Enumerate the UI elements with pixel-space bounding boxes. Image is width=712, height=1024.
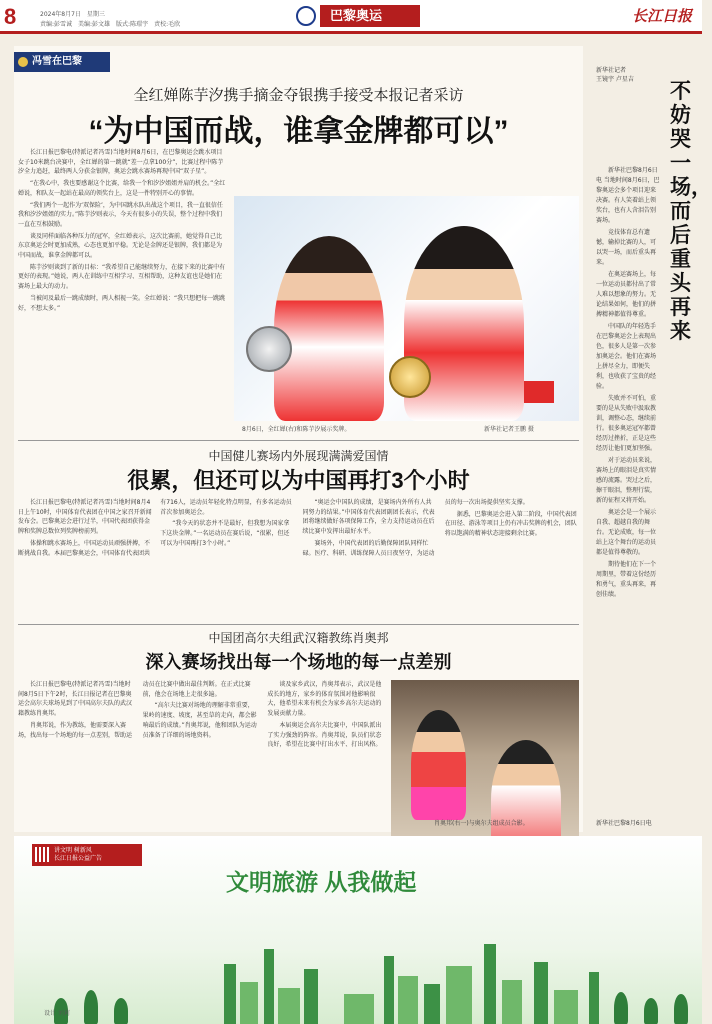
ad-title: 文明旅游 从我做起 — [226, 869, 417, 895]
public-service-ad — [14, 836, 702, 1024]
story2-headline: 很累，但还可以为中国再打3个小时 — [127, 468, 470, 493]
paragraph: 谈及同样面临各种压力的冠军，全红婵表示，这次比赛前，她觉得自己比东京奥运会时更加成熟，心态也更加平稳。无论是金牌还是银牌，我们都是为中国而战，谁拿金牌都可以。 — [18, 232, 223, 260]
qr-code-icon — [35, 847, 50, 862]
column-tag-icon — [18, 57, 28, 67]
column-tag — [14, 52, 110, 72]
golfer-figure — [411, 710, 466, 820]
ad-design-credit: 设计 刘莉 — [44, 1010, 70, 1017]
sidebar-title: 不妨哭一场，而后重头再来 — [670, 80, 712, 343]
paragraph: “高尔夫比赛对场地的理解非常重要，果岭的速度、坡度，甚至草的走向，都会影响最后的成绩。”肖奥邦说，他和团队为运动员准备了详细的场地资料。 — [142, 702, 257, 739]
divider — [18, 624, 579, 625]
silver-medal-icon — [246, 326, 292, 372]
main-articles — [14, 46, 583, 832]
paragraph: 失败并不可怕，重要的是从失败中汲取教训，调整心态，继续前行。很多奥运冠军都曾经历过挫折，正是这些经历让他们更加坚强。 — [596, 395, 657, 452]
issue-date: 2024年8月7日 星期三 — [40, 11, 105, 18]
column-tag-label: 冯雪在巴黎 — [32, 56, 82, 67]
ad-header — [32, 844, 142, 866]
editor-credits: 责编:彭雪诚 美编:彭文雄 版式:陈璟宇 责校:毛欣 — [40, 21, 181, 28]
story1-headline: “为中国而战，谁拿金牌都可以” — [88, 115, 509, 148]
paragraph: 当被问及最后一跳成绩时，两人相视一笑。全红婵说：“我只想把每一跳跳好，不想太多。” — [18, 294, 226, 312]
newspaper-brand: 长江日报 — [631, 9, 692, 25]
athlete-figure — [274, 236, 384, 421]
paragraph: 赛场外，中国代表团的后勤保障团队同样忙碌。医疗、科研、训练保障人员日夜坚守，为运动员的每一次出场提供坚实支撑。 — [302, 499, 529, 557]
byline-line: 新华社记者 — [596, 67, 627, 74]
paragraph: 在奥运赛场上，每一位运动员都付出了常人难以想象的努力。无论结果如何，他们的拼搏精神都值得尊重。 — [596, 271, 657, 318]
gold-medal-icon — [389, 356, 431, 398]
paragraph: 肖奥邦说，作为教练，他需要深入赛场，找出每一个场地的每一点差别，帮助运动员在比赛中做出最佳判断。在正式比赛前，他会在场地上走很多遍。 — [18, 681, 251, 739]
story3-kicker: 中国团高尔夫组武汉籍教练肖奥邦 — [208, 631, 389, 645]
paragraph: 对于运动员来说，赛场上的眼泪是真实情感的流露。哭过之后，擦干眼泪，整理行装，新的征程又将开始。 — [596, 457, 657, 504]
paragraph: 新华社巴黎8月6日电 当地时间8月6日，巴黎奥运会多个项目迎来决赛。有人笑着站上领奖台，也有人含泪告别赛场。 — [596, 167, 660, 224]
section-label: 巴黎奥运 — [320, 5, 420, 27]
sidebar-signature: 新华社巴黎8月6日电 — [596, 820, 652, 827]
story2-body — [18, 498, 579, 622]
paragraph: 长江日报巴黎电(特派记者冯雪)当地时间8月6日，在巴黎奥运会跳水项目女子10米跳台决赛中，全红婵的第一跳就“差一点拿100分”，比赛过程中陈芋汐全力追赶，最终两人分获金银牌，奥运会跳水赛场再现中国“双子星”。 — [18, 149, 224, 176]
paragraph: 长江日报巴黎电(特派记者冯雪)当地时间8月5日下午2时，长江日报记者在巴黎奥运会高尔夫球场见到了中国高尔夫队的武汉籍教练肖奥邦。 — [18, 681, 133, 718]
paragraph: 竞技体育总有遗憾，输掉比赛的人，可以哭一场，而后重头再来。 — [596, 229, 657, 266]
sidebar-commentary — [590, 46, 712, 832]
olympics-logo-icon — [296, 6, 316, 26]
paragraph: “我们两个一起作为‘双保险’，为中国跳水队出战这个项目，我一直很信任我和汐汐姐姐的实力。”陈芋汐则表示，今天有很多小的失误，整个过程中我们一直在互相鼓励。 — [18, 201, 223, 228]
page-header — [0, 0, 702, 34]
story1-photo-credit: 新华社记者王鹏 摄 — [484, 426, 534, 433]
paragraph: 本届奥运会高尔夫比赛中，中国队派出了实力强劲的阵容。肖奥邦说，队员们状态良好，希望在比赛中打出水平、打出风格。 — [267, 721, 382, 749]
paragraph: 据悉，巴黎奥运会进入第二阶段，中国代表团在田径、游泳等项目上仍有冲击奖牌的机会，团队将以饱满的精神状态迎接剩余比赛。 — [444, 510, 577, 538]
story1-kicker: 全红婵陈芋汐携手摘金夺银携手接受本报记者采访 — [133, 86, 464, 104]
story1-photo — [234, 196, 579, 421]
story3-photo-caption: 肖奥邦(右一)与奥尔夫组成员合影。 — [434, 820, 529, 827]
ad-header-line: 长江日报公益广告 — [54, 855, 103, 862]
ad-header-line: 讲文明 树新风 — [54, 847, 92, 854]
paragraph: 奥运会是一个展示自我、超越自我的舞台。无论成败，每一位站上这个舞台的运动员都是值得尊敬的。 — [596, 509, 657, 556]
page-number: 8 — [4, 4, 17, 29]
paragraph: 期待他们在下一个周期里，带着这份经历和勇气，重头再来，再创佳绩。 — [596, 561, 657, 598]
paragraph: 陈芋汐则谈到了新的目标：“我希望自己能继续努力，在接下来的比赛中有更好的表现。”她说，两人在训练中互相学习、互相帮助，这种友谊也是她们在赛场上最大的动力。 — [18, 263, 226, 291]
paragraph: “奥运会中国队的成绩，是赛场内外所有人共同努力的结果。”中国体育代表团副团长表示，代表团将继续做好各项保障工作，全力支持运动员在后续比赛中发挥出最好水平。 — [302, 499, 435, 536]
paragraph: 中国队的年轻选手在巴黎奥运会上表现出色，很多人是第一次参加奥运会。他们在赛场上拼尽全力，即便失利，也收获了宝贵的经验。 — [596, 323, 657, 390]
sidebar-byline — [596, 66, 634, 84]
paragraph: 长江日报巴黎电(特派记者冯雪)当地时间8月4日上午10时，中国体育代表团在中国之家召开新闻发布会。巴黎奥运会进行过半，中国代表团获得金牌和奖牌总数位列奖牌榜前列。 — [18, 499, 152, 536]
paragraph: “在我心中，我也要感谢这个比赛，给我一个和汐汐姐姐并肩的机会。”全红婵说，和队友一起站在最高的领奖台上，这是一件特别开心的事情。 — [18, 180, 226, 197]
city-skyline-illustration — [14, 934, 702, 1024]
paragraph: 体操和跳水赛场上，中国运动员顽强拼搏，不断挑战自我。本届巴黎奥运会，中国体育代表团共有716人，运动员年轻化特点明显，有多名运动员首次参加奥运会。 — [18, 499, 292, 557]
story1-photo-caption: 8月6日，全红婵(右)和陈芋汐展示奖牌。 — [242, 426, 351, 433]
sidebar-body — [596, 166, 660, 866]
story1-body — [18, 148, 226, 438]
story3-headline: 深入赛场找出每一个场地的每一点差别 — [145, 652, 452, 672]
story2-kicker: 中国健儿赛场内外展现满满爱国情 — [208, 449, 389, 463]
byline-line: 王镜宇 卢星吉 — [596, 76, 634, 83]
divider — [18, 440, 579, 441]
flag-icon — [524, 381, 554, 403]
paragraph: “我今天的状态并不是最好，但我想为国家拿下这块金牌。”一名运动员在赛后说，“很累，但还可以为中国再打3个小时。” — [160, 520, 290, 547]
paragraph: 谈及家乡武汉，肖奥邦表示，武汉是他成长的地方，家乡的体育氛围对他影响很大，他希望未来有机会为家乡高尔夫运动的发展贡献力量。 — [267, 681, 382, 718]
